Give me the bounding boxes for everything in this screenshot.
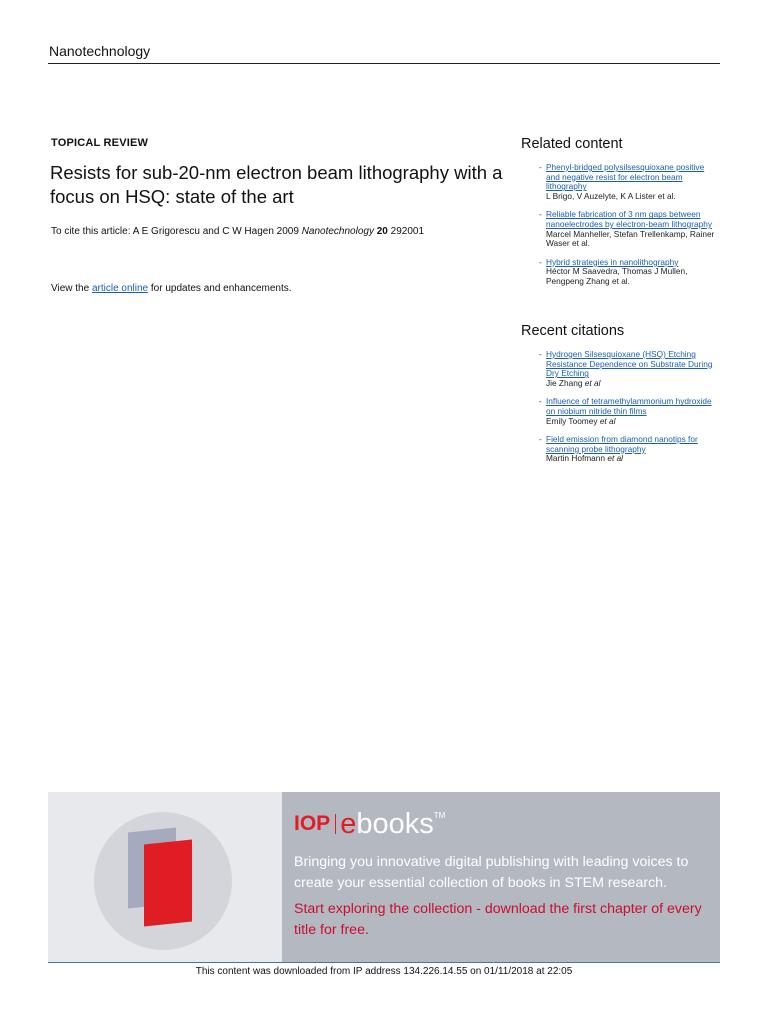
citation-item bbox=[539, 350, 719, 388]
list-bullet: - bbox=[539, 209, 542, 220]
related-item-link[interactable]: Hybrid strategies in nanolithography bbox=[546, 256, 679, 267]
citation-item-authors bbox=[546, 454, 719, 464]
citation-item bbox=[539, 435, 719, 464]
related-item-link[interactable]: Reliable fabrication of 3 nm gaps between nanoelectrodes by electron-beam lithography bbox=[546, 209, 713, 229]
related-item bbox=[539, 163, 719, 201]
citation-etal: et al bbox=[607, 453, 624, 464]
journal-title: Nanotechnology bbox=[49, 43, 151, 59]
related-content-heading: Related content bbox=[521, 136, 623, 152]
citation-item-authors bbox=[546, 379, 719, 389]
list-bullet: - bbox=[539, 162, 542, 172]
related-content-list bbox=[539, 163, 719, 296]
citation-volume: 20 bbox=[376, 226, 388, 237]
citation-author: Martin Hofmann bbox=[546, 453, 606, 464]
recent-citations-list bbox=[539, 350, 719, 473]
view-online-line bbox=[51, 283, 292, 294]
related-item-authors: L Brigo, V Auzelyte, K A Lister et al. bbox=[546, 190, 676, 201]
header-divider bbox=[48, 63, 720, 64]
citation-item-authors bbox=[546, 417, 719, 427]
logo-separator bbox=[335, 814, 336, 834]
citation-item-link[interactable]: Field emission from diamond nanotips for scanning probe lithography bbox=[546, 434, 698, 454]
citation-author: Jie Zhang bbox=[546, 377, 583, 388]
citation-item-link[interactable]: Influence of tetramethylammonium hydroxide on niobium nitride thin films bbox=[546, 396, 712, 416]
logo-books: books bbox=[356, 808, 434, 840]
citation-article-number: 292001 bbox=[387, 226, 425, 237]
related-item bbox=[539, 210, 719, 248]
footer-divider bbox=[48, 962, 720, 963]
article-online-link[interactable]: article online bbox=[91, 283, 149, 294]
citation-journal: Nanotechnology bbox=[301, 226, 374, 237]
list-bullet: - bbox=[539, 434, 542, 445]
list-bullet: - bbox=[539, 256, 542, 267]
citation-line bbox=[51, 226, 424, 237]
related-item bbox=[539, 258, 719, 287]
citation-etal: et al bbox=[584, 377, 601, 388]
related-item-authors: Héctor M Saavedra, Thomas J Mullen, Pengpeng Zhang et al. bbox=[546, 266, 688, 286]
download-notice: This content was downloaded from IP address 134.226.14.55 on 01/11/2018 at 22:05 bbox=[195, 966, 573, 977]
banner-call-to-action: Start exploring the collection - download the first chapter of every title for free. bbox=[294, 901, 702, 938]
citation-item bbox=[539, 397, 719, 426]
list-bullet: - bbox=[539, 396, 542, 407]
recent-citations-heading: Recent citations bbox=[521, 323, 625, 339]
article-type-label: TOPICAL REVIEW bbox=[51, 137, 149, 149]
citation-item-link[interactable]: Hydrogen Silsesquioxane (HSQ) Etching Resistance Dependence on Substrate During Dry Etching bbox=[546, 349, 713, 379]
related-item-authors: Marcel Manheller, Stefan Trellenkamp, Rainer Waser et al. bbox=[546, 228, 715, 249]
view-online-prefix: View the bbox=[51, 283, 92, 294]
citation-author: Emily Toomey bbox=[546, 415, 598, 426]
logo-iop: IOP bbox=[294, 812, 331, 835]
banner-tagline: Bringing you innovative digital publishing with leading voices to create your essential collection of books in STEM research. bbox=[294, 854, 689, 891]
logo-e: e bbox=[340, 808, 357, 840]
logo-trademark: TM bbox=[433, 811, 446, 820]
citation-etal: et al bbox=[599, 415, 616, 426]
iop-ebooks-logo bbox=[294, 808, 445, 841]
view-online-suffix: for updates and enhancements. bbox=[148, 283, 292, 294]
book-graphic-front bbox=[144, 839, 192, 926]
list-bullet: - bbox=[539, 349, 542, 359]
citation-prefix: To cite this article: A E Grigorescu and C W Hagen 2009 bbox=[51, 226, 302, 237]
article-title: Resists for sub-20-nm electron beam lithography with a focus on HSQ: state of the art bbox=[50, 162, 503, 207]
related-item-link[interactable]: Phenyl-bridged polysilsesquioxane positive and negative resist for electron beam lithography bbox=[546, 162, 705, 192]
